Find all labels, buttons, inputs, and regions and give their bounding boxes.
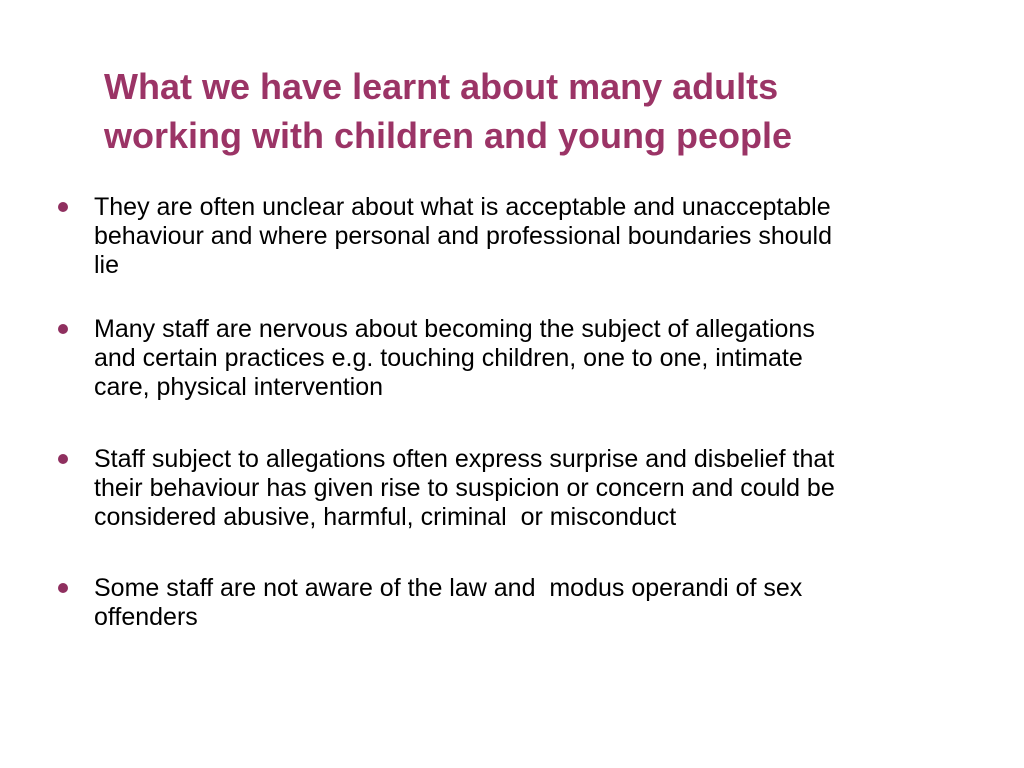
bullet-line: They are often unclear about what is acceptable and unacceptable [94, 193, 831, 221]
bullet-line: Staff subject to allegations often express surprise and disbelief that [94, 445, 835, 473]
bullet-line: Many staff are nervous about becoming the subject of allegations [94, 315, 815, 343]
bullet-text [94, 445, 984, 532]
slide-title-line: working with children and young people [104, 115, 793, 156]
bullet-line: care, physical intervention [94, 373, 384, 401]
bullet-line: behaviour and where personal and professional boundaries should [94, 222, 833, 250]
bullet-dot-icon [58, 202, 68, 212]
bullet-line: offenders [94, 603, 198, 631]
bullet-line: Some staff are not aware of the law and modus operandi of sex [94, 574, 803, 602]
bullet-text [94, 574, 984, 632]
bullet-dot-icon [58, 324, 68, 334]
bullet-text [94, 315, 984, 402]
bullet-dot-icon [58, 583, 68, 593]
bullet-line: lie [94, 251, 120, 279]
bullet-line: considered abusive, harmful, criminal or misconduct [94, 503, 677, 531]
slide-title-line: What we have learnt about many adults [104, 66, 779, 107]
bullet-dot-icon [58, 454, 68, 464]
bullet-line: and certain practices e.g. touching children, one to one, intimate [94, 344, 803, 372]
bullet-text [94, 193, 984, 280]
bullet-line: their behaviour has given rise to suspicion or concern and could be [94, 474, 835, 502]
